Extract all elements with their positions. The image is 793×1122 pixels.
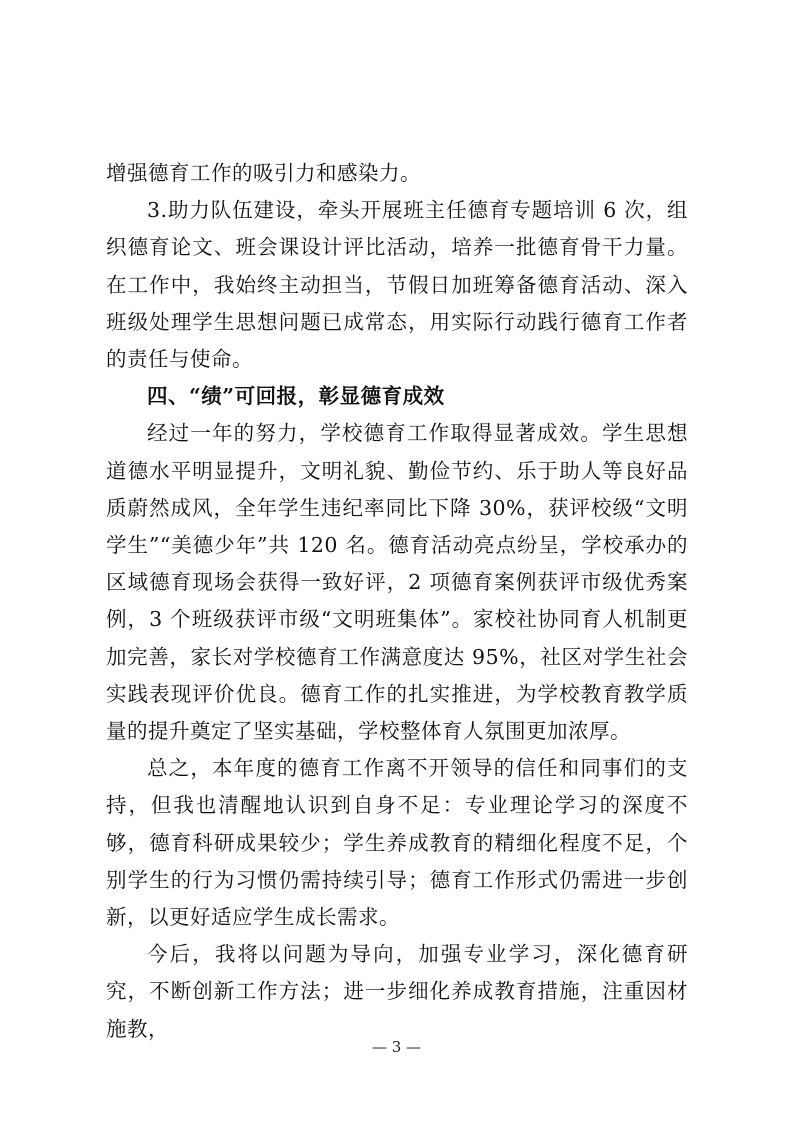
- paragraph-summary: 总之，本年度的德育工作离不开领导的信任和同事们的支持，但我也清醒地认识到自身不足：专业理论学习的深度不够，德育科研成果较少；学生养成教育的精细化程度不足，个别学生的行为习惯仍需持续引导；德育工作形式仍需进一步创新，以更好适应学生成长需求。: [106, 756, 688, 930]
- document-body: [106, 155, 688, 1048]
- paragraph-continuation: 增强德育工作的吸引力和感染力。: [106, 161, 421, 185]
- section-heading-4: 四、“绩”可回报，彰显德育成效: [147, 384, 445, 409]
- paragraph-item-3-team-building: 3.助力队伍建设，牵头开展班主任德育专题培训 6 次，组织德育论文、班会课设计评比活动，培养一批德育骨干力量。在工作中，我始终主动担当，节假日加班筹备德育活动、深入班级处理学生思想问题已成常态，用实际行动践行德育工作者的责任与使命。: [106, 198, 688, 372]
- paragraph-results: 经过一年的努力，学校德育工作取得显著成效。学生思想道德水平明显提升，文明礼貌、勤俭节约、乐于助人等良好品质蔚然成风，全年学生违纪率同比下降 30%，获评校级“文明学生”“美德少年”共 120 名。德育活动亮点纷呈，学校承办的区域德育现场会获得一致好评，2 项德育案例获评市级优秀案例，3 个班级获评市级“文明班集体”。家校社协同育人机制更加完善，家长对学校德育工作满意度达 95%，社区对学生社会实践表现评价优良。德育工作的扎实推进，为学校教育教学质量的提升奠定了坚实基础，学校整体育人氛围更加浓厚。: [106, 421, 688, 744]
- page-number: — 3 —: [371, 1038, 422, 1056]
- paragraph-future-plans: 今后，我将以问题为导向，加强专业学习，深化德育研究，不断创新工作方法；进一步细化养成教育措施，注重因材施教，: [106, 942, 688, 1041]
